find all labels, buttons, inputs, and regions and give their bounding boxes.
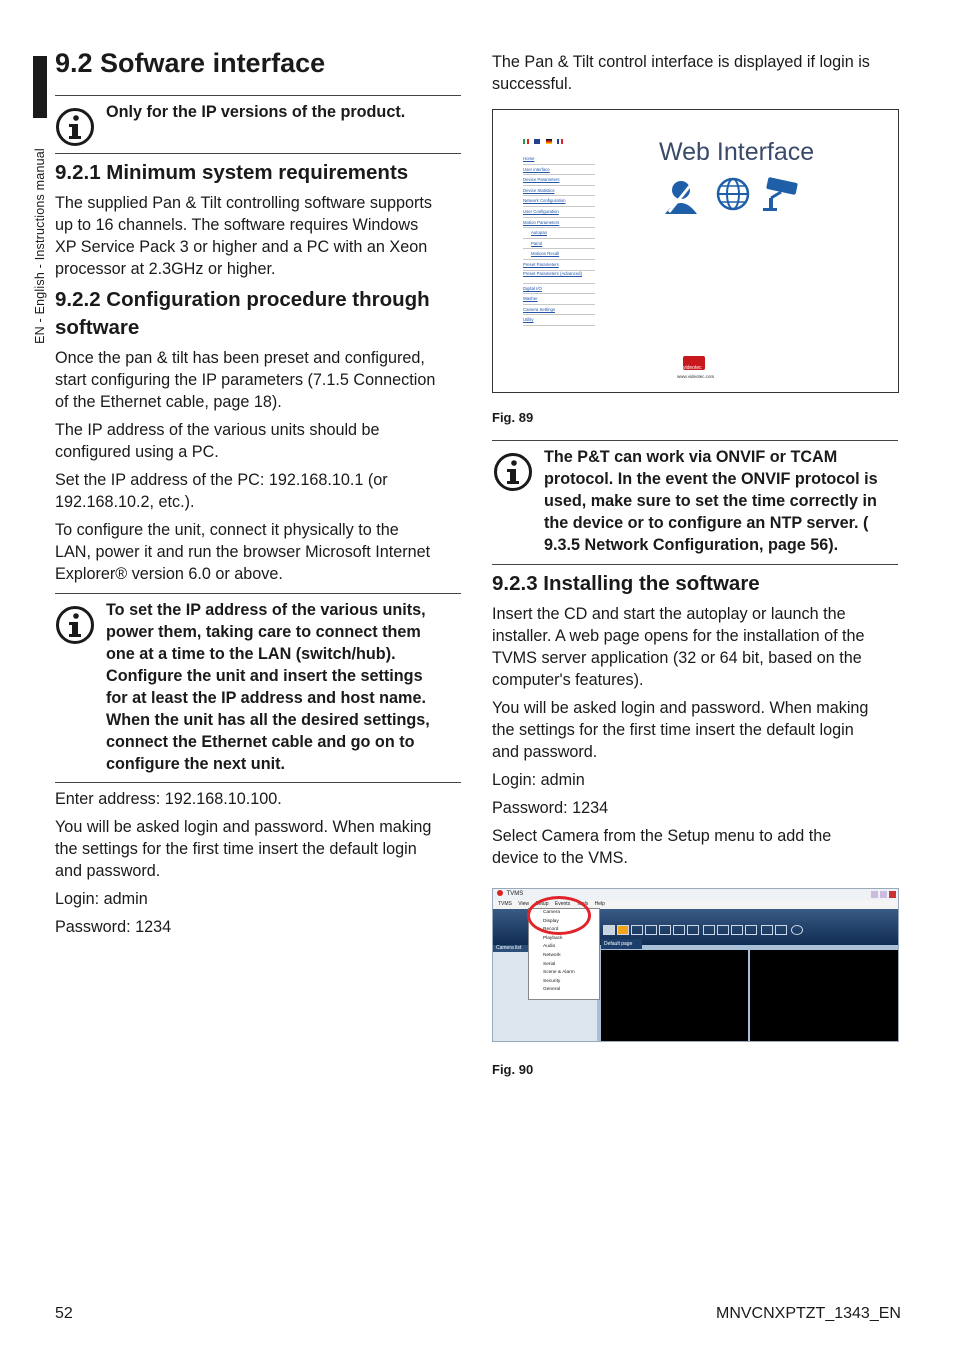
video-tile[interactable] bbox=[750, 950, 898, 1041]
menu-help[interactable]: Help bbox=[594, 901, 605, 907]
layout-icon[interactable] bbox=[603, 925, 615, 935]
document-code: MNVCNXPTZT_1343_EN bbox=[716, 1305, 901, 1322]
setup-menu-item[interactable]: Display bbox=[543, 918, 559, 924]
web-menu-item[interactable]: Device Parameters bbox=[523, 175, 595, 186]
config-paragraph-4: To configure the unit, connect it physically to the LAN, power it and run the browser Microsoft Internet Explorer® version 6.0 or above. bbox=[55, 521, 431, 583]
globe-icon[interactable] bbox=[715, 176, 751, 212]
figure-caption: Fig. 90 bbox=[492, 1062, 534, 1077]
install-paragraph-1: Insert the CD and start the autoplay or launch the installer. A web page opens for the installation of the TVMS server application (32 or 64 bit, based on the computer's features). bbox=[492, 605, 865, 689]
setup-menu-item[interactable]: Network bbox=[543, 952, 561, 958]
setup-menu-item[interactable]: General bbox=[543, 987, 561, 993]
web-menu-item[interactable]: Autopan bbox=[523, 228, 595, 239]
menu-view[interactable]: View bbox=[518, 901, 530, 907]
password-value: Password: 1234 bbox=[55, 918, 172, 936]
close-icon[interactable] bbox=[889, 891, 896, 898]
section-marker-bar bbox=[33, 56, 47, 118]
layout-icon[interactable] bbox=[659, 925, 671, 935]
note-onvif: The P&T can work via ONVIF or TCAM protocol. In the event the ONVIF protocol is used, make sure to set the time correctly in the device or to configure an NTP server. ( 9.3.5 Network Configuration, page 56). bbox=[544, 448, 878, 554]
web-menu-item[interactable]: Patrol bbox=[523, 239, 595, 250]
web-menu-item[interactable]: Home bbox=[523, 154, 595, 165]
config-paragraph-2: The IP address of the various units should be configured using a PC. bbox=[55, 421, 380, 461]
menu-tvms[interactable]: TVMS bbox=[498, 901, 512, 907]
menu-events[interactable]: Events bbox=[554, 901, 571, 907]
menu-setup[interactable]: Setup bbox=[535, 901, 549, 907]
web-menu bbox=[523, 154, 595, 326]
setup-menu-item[interactable]: Scene & Alarm bbox=[543, 970, 575, 976]
layout-icon[interactable] bbox=[645, 925, 657, 935]
config-paragraph-1: Once the pan & tilt has been preset and configured, start configuring the IP parameters (7.1.5 Connection of the Ethernet cable, page 18). bbox=[55, 349, 436, 411]
divider bbox=[55, 95, 461, 96]
web-menu-item[interactable]: User interface bbox=[523, 165, 595, 176]
subsection-title: 9.2.1 Minimum system requirements bbox=[55, 161, 409, 184]
note-ip-setup: To set the IP address of the various units, power them, taking care to connect them one at a time to the LAN (switch/hub). Configure the unit and insert the settings for at least the IP address and host name. When the unit has all the desired settings, connect the Ethernet cable and go on to configure the next unit. bbox=[106, 601, 430, 773]
language-flags bbox=[523, 131, 564, 149]
flag-de-icon[interactable] bbox=[546, 139, 552, 144]
page-number: 52 bbox=[55, 1305, 73, 1322]
flag-it-icon[interactable] bbox=[523, 139, 529, 144]
requirements-paragraph: The supplied Pan & Tilt controlling software supports up to 16 channels. The software requires Windows XP Service Pack 3 or higher and a PC with an Xeon processor at 2.3GHz or higher. bbox=[55, 194, 433, 278]
flag-fr-icon[interactable] bbox=[557, 139, 563, 144]
info-icon bbox=[55, 107, 95, 147]
enter-address: Enter address: 192.168.10.100. bbox=[55, 790, 282, 808]
login-value: Login: admin bbox=[55, 890, 148, 908]
divider bbox=[492, 440, 898, 441]
setup-menu-item[interactable]: Playback bbox=[543, 935, 563, 941]
subsection-title: 9.2.2 Configuration procedure through software bbox=[55, 288, 430, 339]
layout-icon[interactable] bbox=[745, 925, 757, 935]
web-menu-item[interactable]: Preset Parameters bbox=[523, 260, 595, 271]
web-menu-item[interactable]: Washer bbox=[523, 294, 595, 305]
maximize-icon[interactable] bbox=[880, 891, 887, 898]
setup-menu-item-camera[interactable]: Camera bbox=[543, 910, 561, 915]
videotec-url: www.videotec.com bbox=[677, 374, 715, 379]
login-paragraph: You will be asked login and password. When making the settings for the first time insert the default login and password. bbox=[55, 818, 432, 880]
web-menu-item[interactable]: Camera Settings bbox=[523, 305, 595, 316]
web-interface-title: Web Interface bbox=[659, 138, 815, 166]
login-value: Login: admin bbox=[492, 771, 585, 789]
side-label: EN - English - Instructions manual bbox=[33, 148, 47, 344]
section-title: 9.2 Sofware interface bbox=[55, 48, 326, 78]
camera-icon[interactable] bbox=[759, 176, 805, 212]
fullscreen-icon[interactable] bbox=[761, 925, 773, 935]
page-tab[interactable]: Default page bbox=[601, 939, 642, 949]
web-menu-item[interactable]: Digital I/O bbox=[523, 284, 595, 295]
install-paragraph-3: Select Camera from the Setup menu to add the device to the VMS. bbox=[492, 827, 832, 867]
figure-caption: Fig. 89 bbox=[492, 410, 534, 425]
web-menu-item[interactable]: Utility bbox=[523, 315, 595, 326]
layout-icon[interactable] bbox=[703, 925, 715, 935]
subsection-title: 9.2.3 Installing the software bbox=[492, 572, 760, 595]
web-menu-item[interactable]: Device Statistics bbox=[523, 186, 595, 197]
highlight-circle bbox=[527, 896, 591, 935]
setup-menu-item[interactable]: Security bbox=[543, 978, 561, 984]
setup-menu-item[interactable]: Record bbox=[543, 927, 559, 933]
layout-icon[interactable] bbox=[731, 925, 743, 935]
install-paragraph-2: You will be asked login and password. When making the settings for the first time insert the default login and password. bbox=[492, 699, 869, 761]
web-interface-screenshot bbox=[492, 109, 899, 393]
zoom-icon[interactable] bbox=[775, 925, 787, 935]
config-paragraph-3: Set the IP address of the PC: 192.168.10.1 (or 192.168.10.2, etc.). bbox=[55, 471, 388, 511]
divider bbox=[492, 564, 898, 565]
divider bbox=[55, 593, 461, 594]
menu-tools[interactable]: Tools bbox=[576, 901, 589, 907]
web-menu-item[interactable]: Motion Parameters bbox=[523, 218, 595, 229]
web-menu-item[interactable]: Network Configuration bbox=[523, 196, 595, 207]
minimize-icon[interactable] bbox=[871, 891, 878, 898]
divider bbox=[55, 153, 461, 154]
video-tile[interactable] bbox=[601, 950, 748, 1041]
camera-list-header: Camera list bbox=[493, 945, 600, 952]
info-icon bbox=[493, 452, 533, 492]
layout-icon[interactable] bbox=[631, 925, 643, 935]
tvms-title-bar: TVMS bbox=[493, 889, 898, 900]
power-icon[interactable] bbox=[791, 925, 803, 935]
setup-menu-item[interactable]: Serial bbox=[543, 961, 556, 967]
user-settings-icon[interactable] bbox=[659, 176, 703, 216]
flag-uk-icon[interactable] bbox=[534, 139, 540, 144]
tvms-screenshot bbox=[492, 888, 899, 1042]
info-icon bbox=[55, 605, 95, 645]
password-value: Password: 1234 bbox=[492, 799, 609, 817]
app-icon bbox=[497, 890, 503, 896]
videotec-logo: videotec bbox=[683, 356, 705, 370]
setup-menu-item[interactable]: Audio bbox=[543, 944, 556, 950]
layout-icon[interactable] bbox=[687, 925, 699, 935]
divider bbox=[55, 782, 461, 783]
note-ip-versions: Only for the IP versions of the product. bbox=[106, 103, 406, 121]
layout-icon[interactable] bbox=[717, 925, 729, 935]
web-menu-item[interactable]: Motions Recall bbox=[523, 249, 595, 260]
web-menu-item[interactable]: Preset Parameters (Advanced) bbox=[523, 271, 595, 284]
web-menu-item[interactable]: User Configuration bbox=[523, 207, 595, 218]
intro-paragraph: The Pan & Tilt control interface is displayed if login is successful. bbox=[492, 53, 870, 93]
layout-icon[interactable] bbox=[673, 925, 685, 935]
layout-icon[interactable] bbox=[617, 925, 629, 935]
